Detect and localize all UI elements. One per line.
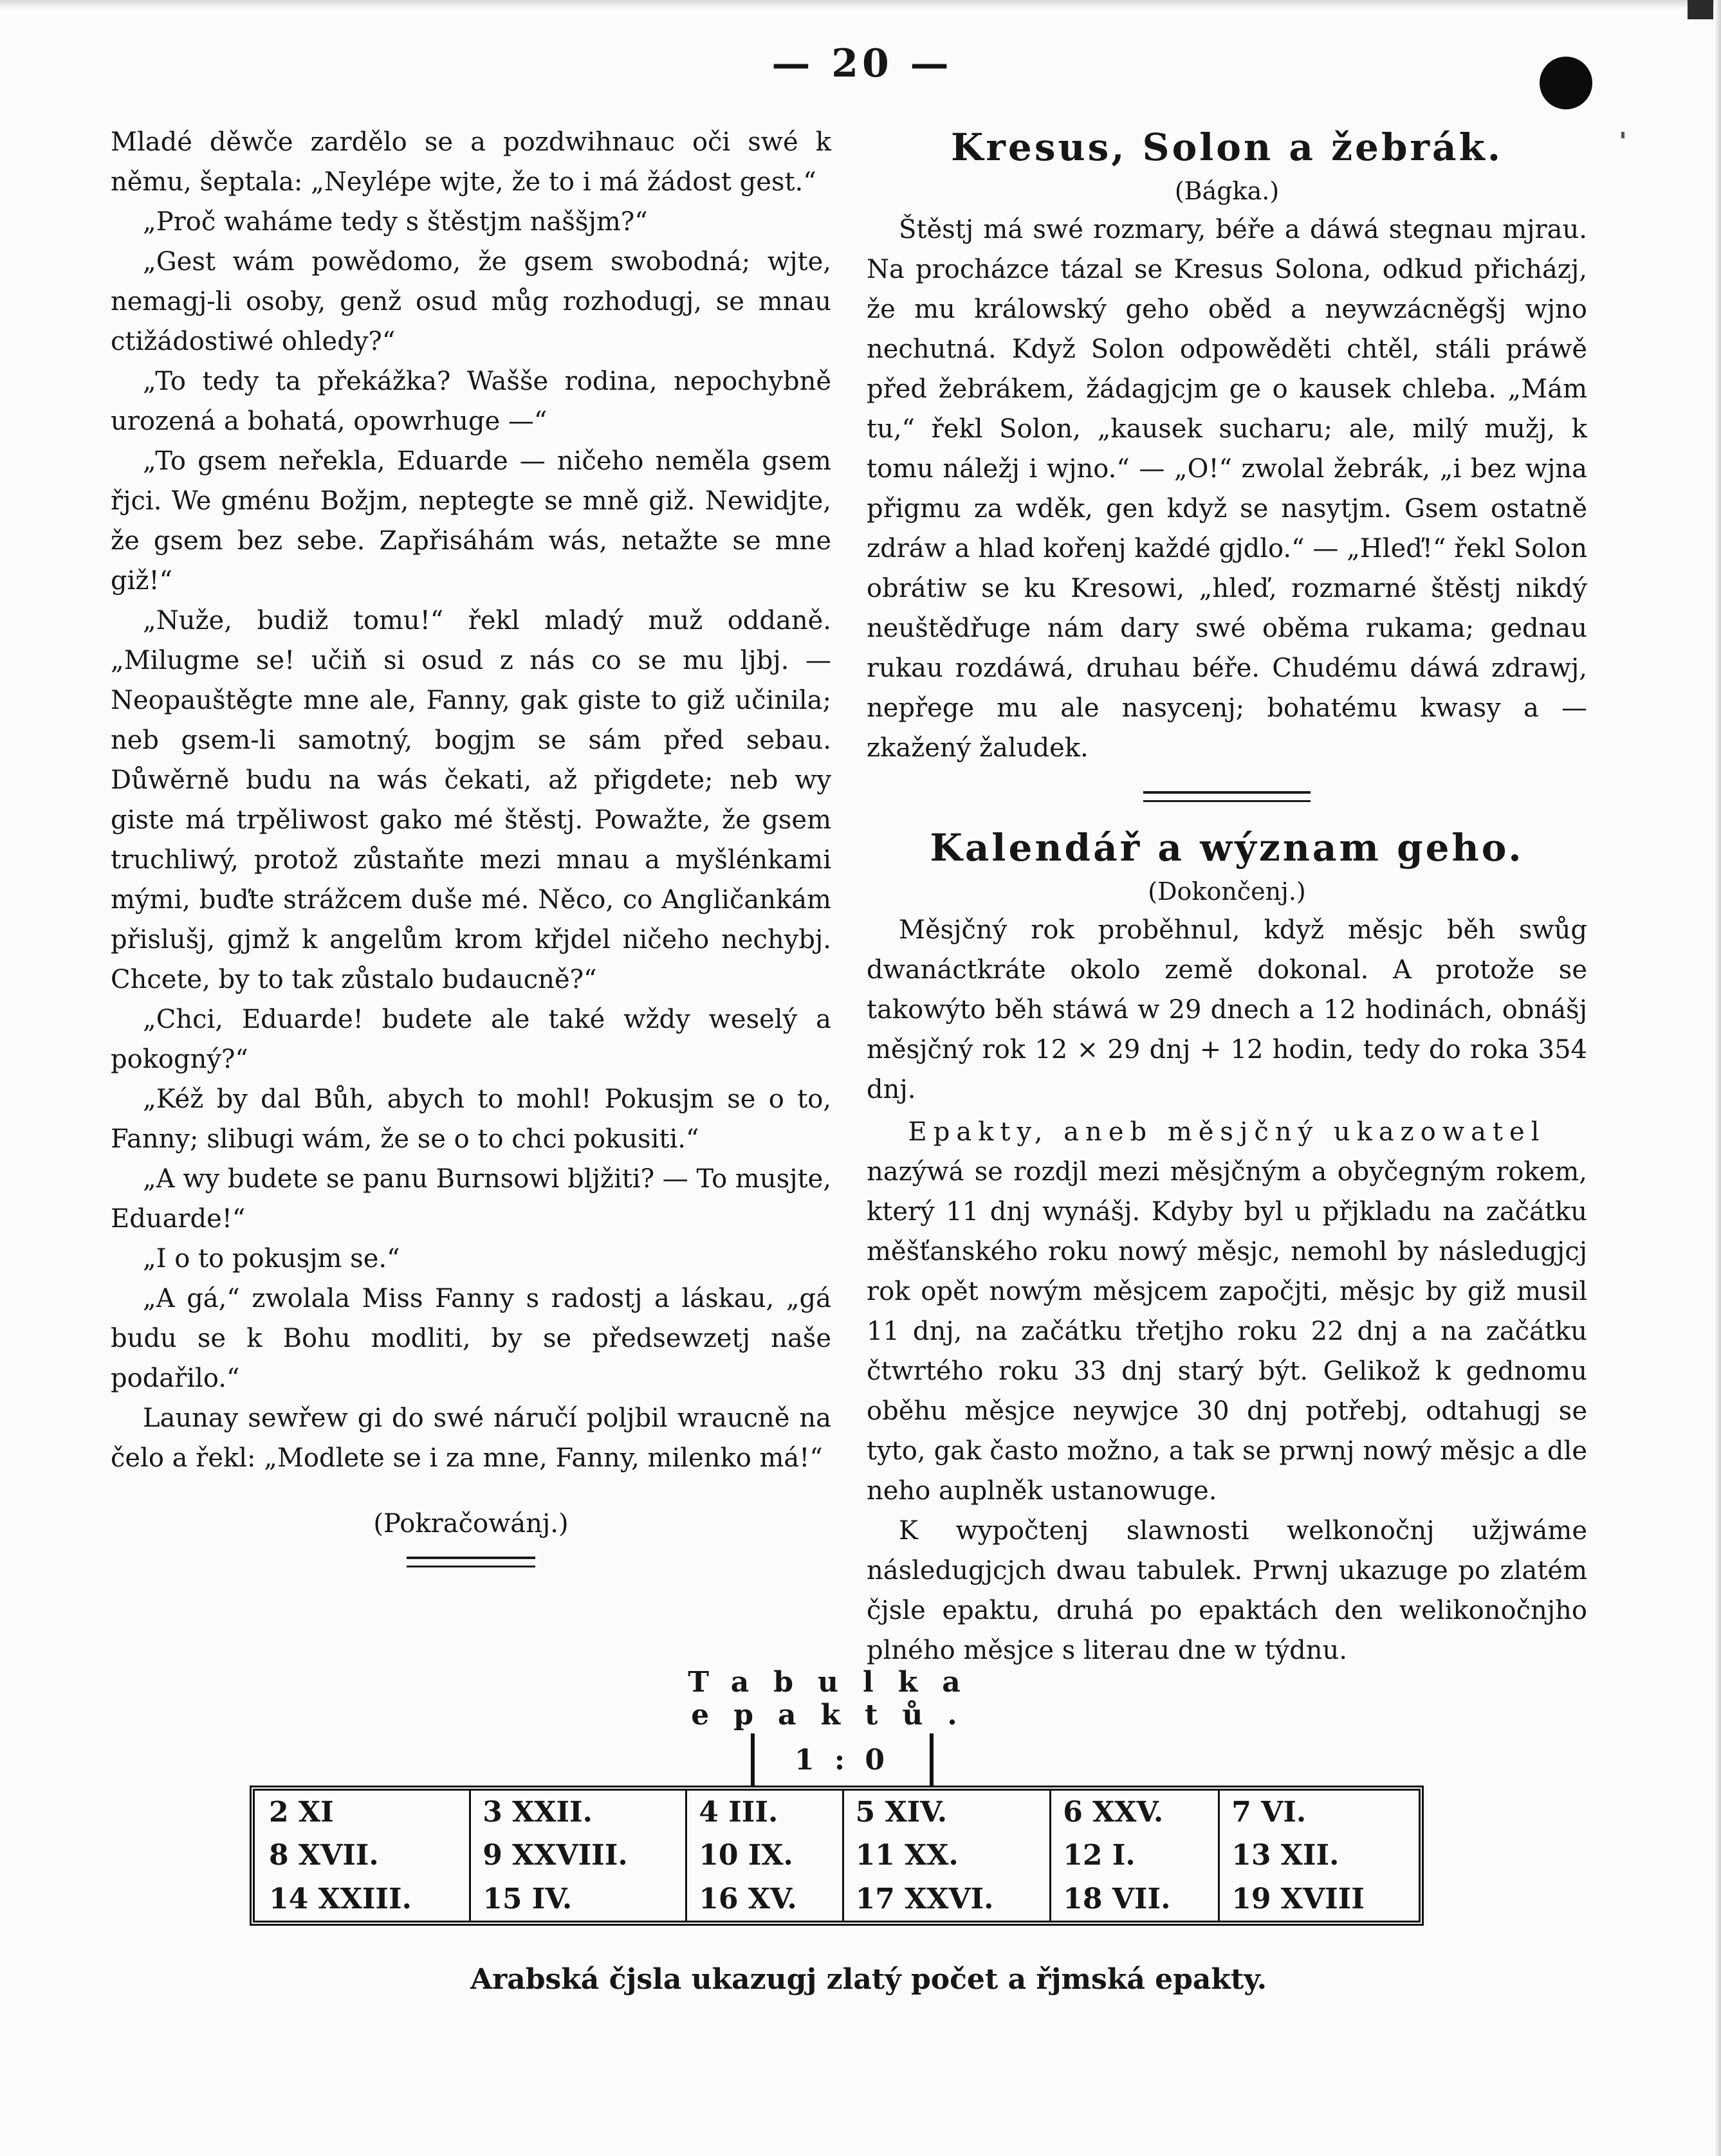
ink-speck — [1621, 132, 1624, 138]
calendar-title: Kalendář a wýznam geho. — [930, 826, 1524, 870]
continuation-note: (Pokračowánj.) — [373, 1509, 569, 1539]
left-column — [111, 122, 831, 1567]
story-title: Kresus, Solon a žebrák. — [950, 125, 1504, 169]
paragraph: „To gsem neřekla, Eduarde — ničeho neměla gsem řjci. We gménu Božjm, neptegte se mně giž. Newidjte, že gsem bez sebe. Zapřisáhám wás, netažte se mne giž!“ — [111, 446, 831, 596]
table-cell: 15 IV. — [470, 1877, 686, 1921]
paragraph: „To tedy ta překážka? Wašše rodina, nepochybně urozená a bohatá, opowrhuge —“ — [111, 367, 831, 436]
page-edge-right — [1715, 0, 1721, 2156]
paragraph: „Kéž by dal Bůh, abych to mohl! Pokusjm se o to, Fanny; slibugi wám, že se o to chci pokusiti.“ — [111, 1084, 831, 1154]
table-cell: 14 XXIII. — [269, 1882, 412, 1915]
table-row — [255, 1834, 1419, 1877]
table-cell: 2 XI — [269, 1796, 334, 1829]
page-number: — 20 — — [771, 41, 953, 86]
paragraph: „Gest wám powědomo, že gsem swobodná; wjte, nemagj-li osoby, genž osud můg rozhodugj, se mnau ctižádostiwé ohledy?“ — [111, 247, 831, 356]
corner-mark — [1688, 0, 1713, 19]
story-author: (Bágka.) — [1174, 177, 1280, 205]
table-cell: 6 XXV. — [1051, 1791, 1219, 1834]
table-cell: 4 III. — [686, 1791, 843, 1834]
table-row — [255, 1791, 1419, 1834]
ratio-box: 1 : 0 — [751, 1733, 934, 1787]
table-cell: 7 VI. — [1219, 1791, 1419, 1834]
table-cell: 5 XIV. — [843, 1791, 1051, 1834]
paragraph: Launay sewřew gi do swé náručí poljbil wraucně na čelo a řekl: „Modlete se i za mne, Fanny, milenko má!“ — [111, 1403, 831, 1473]
story-text: Štěstj má swé rozmary, béře a dáwá stegnau mjrau. Na procházce tázal se Kresus Solona, odkud přicházj, že mu králowský geho oběd a neywzácněgšj wjno nechutná. Když Solon odpowěděti chtěl, stáli práwě před žebrákem, žádagjcjm ge o kausek chleba. „Mám tu,“ řekl Solon, „kausek sucharu; ale, milý mužj, k tomu náležj i wjno.“ — „O!“ zwolal žebrák, „i bez wjna přigmu za wděk, gen když se nasytjm. Gsem ostatně zdráw a hlad kořenj každé gjdlo.“ — „Hleď!“ řekl Solon obrátiw se ku Kresowi, „hleď, rozmarné štěstj nikdý neuštědřuge nám dary swé oběma rukama; gednau rukau rozdáwá, druhau béře. Chudému dáwá zdrawj, nepřege mu ale nasycenj; bohatému kwasy a — zkažený žaludek. — [867, 215, 1587, 763]
table-cell: 12 I. — [1051, 1834, 1219, 1877]
right-column — [867, 122, 1587, 1670]
epact-table — [250, 1786, 1424, 1926]
paragraph: „Chci, Eduarde! budete ale také wždy weselý a pokogný?“ — [111, 1005, 831, 1074]
paragraph: Mladé děwče zardělo se a pozdwihnauc oči swé k němu, šeptala: „Neylépe wjte, že to i má žádost gest.“ — [111, 127, 831, 197]
epact-heading: Epakty, aneb měsjčný ukazowatel — [908, 1117, 1546, 1147]
table-cell: 16 XV. — [686, 1877, 843, 1921]
table-title: Tabulka epaktů. — [688, 1666, 985, 1731]
paragraph: „A wy budete se panu Burnsowi bljžiti? — To musjte, Eduarde!“ — [111, 1164, 831, 1234]
calendar-text: Měsjčný rok proběhnul, když měsjc běh swůg dwanáctkráte okolo země dokonal. A protože se takowýto běh stáwá w 29 dnech a 12 hodinách, obnášj měsjčný rok 12 × 29 dnj + 12 hodin, tedy do roka 354 dnj. — [867, 915, 1587, 1104]
table-cell: 19 XVIII — [1219, 1877, 1419, 1921]
page-edge-top — [0, 0, 1721, 9]
closing-text: K wypočtenj slawnosti welkonočnj užjwáme následugjcjch dwau tabulek. Prwnj ukazuge po zlatém čjsle epaktu, druhá po epaktách den welikonočnjho plného měsjce s literau dne w týdnu. — [867, 1516, 1587, 1665]
table-cell: 18 VII. — [1051, 1877, 1219, 1921]
epact-text: nazýwá se rozdjl mezi měsjčným a obyčegným rokem, který 11 dnj wynášj. Kdyby byl u přjkladu na začátku měšťanského roku nowý měsjc, nemohl by následugjcj rok opět nowým měsjcem započjti, měsjc by giž musil 11 dnj, na začátku třetjho roku 22 dnj a na začátku čtwrtého roku 33 dnj starý být. Gelikož k gednomu oběhu měsjce neywjce 30 dnj potřebj, odtahugj se tyto, gak často možno, a tak se prwnj nowý měsjc a dle neho auplněk ustanowuge. — [867, 1157, 1587, 1506]
section-divider — [407, 1557, 535, 1567]
paragraph: „Proč waháme tedy s štěstjm naššjm?“ — [143, 207, 648, 237]
paragraph: „A gá,“ zwolala Miss Fanny s radostj a láskau, „gá budu se k Bohu modliti, by se předsewzetj naše podařilo.“ — [111, 1284, 831, 1393]
table-cell: 3 XXII. — [470, 1791, 686, 1834]
paragraph: „I o to pokusjm se.“ — [143, 1244, 400, 1274]
binding-hole — [1540, 57, 1592, 109]
table-cell: 9 XXVIII. — [470, 1834, 686, 1877]
section-divider — [1143, 791, 1311, 802]
table-row — [255, 1877, 1419, 1921]
calendar-subtitle: (Dokončenj.) — [1148, 877, 1306, 906]
table-cell: 8 XVII. — [269, 1839, 379, 1872]
paragraph: „Nuže, budiž tomu!“ řekl mladý muž oddaně. „Milugme se! učiň si osud z nás co se mu ljbj. — Neopauštěgte mne ale, Fanny, gak giste to giž učinila; neb gsem-li samotný, bogjm se sám před sebau. Důwěrně budu na wás čekati, až přigdete; neb wy giste má trpěliwost gako mé štěstj. Powažte, že gsem truchliwý, protož zůstaňte mezi mnau a myšlénkami mými, buďte strážcem duše mé. Něco, co Angličankám přislušj, gjmž k angelům krom křjdel ničeho nechybj. Chcete, by to tak zůstalo budaucně?“ — [111, 606, 831, 994]
table-cell: 17 XXVI. — [843, 1877, 1051, 1921]
table-cell: 10 IX. — [686, 1834, 843, 1877]
table-cell: 11 XX. — [843, 1834, 1051, 1877]
table-footnote: Arabská čjsla ukazugj zlatý počet a řjmská epakty. — [470, 1963, 1267, 1996]
table-cell: 13 XII. — [1219, 1834, 1419, 1877]
